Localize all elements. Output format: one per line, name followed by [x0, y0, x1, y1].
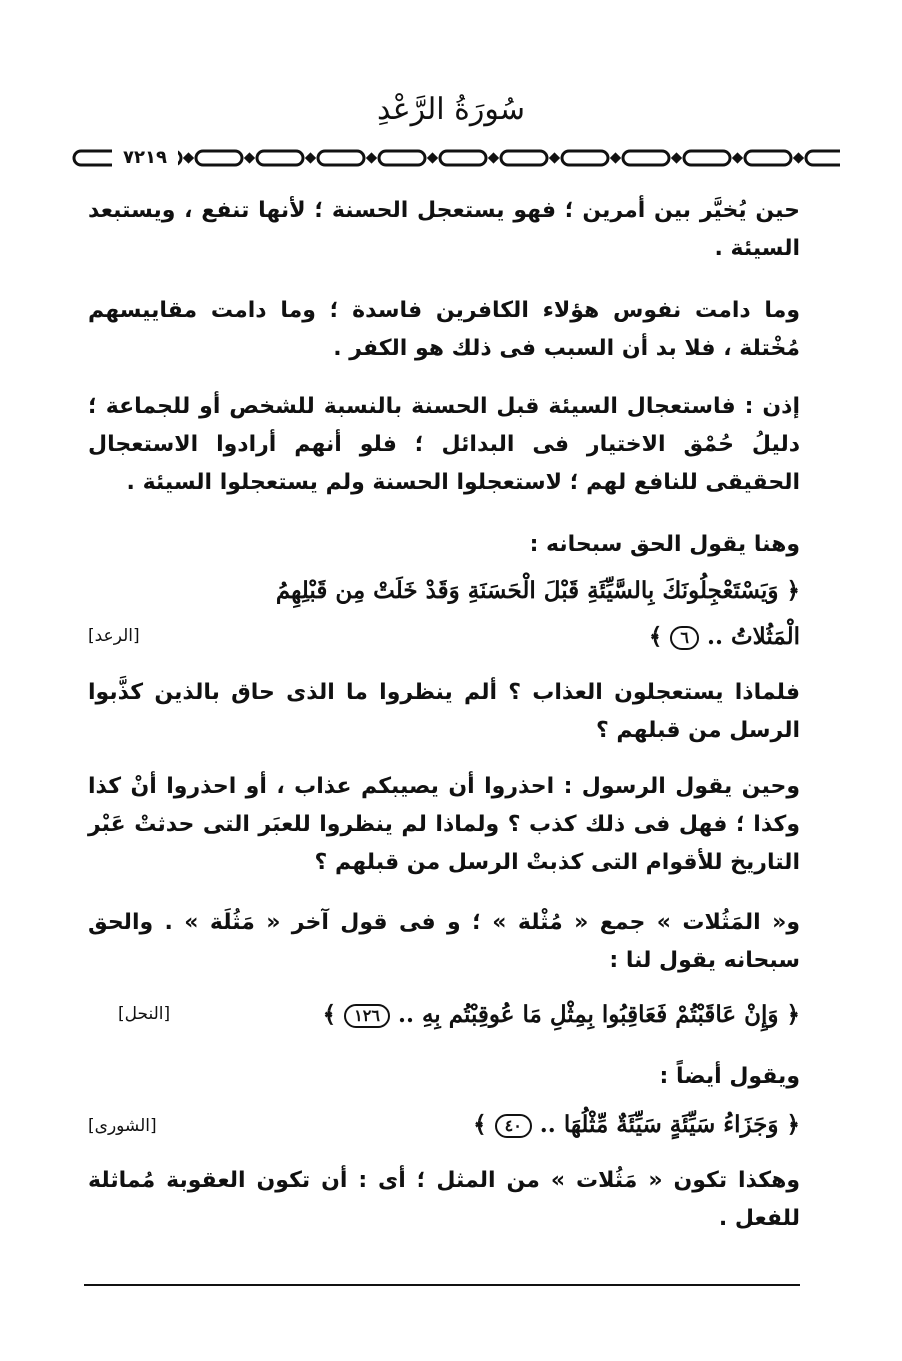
chain-diamond [793, 152, 804, 163]
bottom-rule [84, 1284, 800, 1286]
chain-diamond [549, 152, 560, 163]
chain-link [196, 151, 242, 165]
chain-link [623, 151, 669, 165]
verse-3-text: ﴿ وَجَزَاءُ سَيِّئَةٍ سَيِّئَةٌ مِّثْلُهَا .. [539, 1111, 800, 1138]
verse-number-badge: ١٢٦ [344, 1004, 390, 1028]
chain-diamond [671, 152, 682, 163]
chain-diamond [305, 152, 316, 163]
chain-link [501, 151, 547, 165]
paragraph-2: وما دامت نفوس هؤلاء الكافرين فاسدة ؛ وما دامت مقاييسهم مُخْتلة ، فلا بد أن السبب فى ذلك هو الكفر . [88, 298, 800, 361]
verse-close-bracket: ﴾ [322, 1001, 337, 1028]
decorative-chain-border [70, 147, 840, 169]
chain-link [745, 151, 791, 165]
paragraph-9: وهكذا تكون « مَثُلات » من المثل ؛ أى : أن تكون العقوبة مُماثلة للفعل . [88, 1168, 800, 1231]
paragraph-1: حين يُخيَّر بين أمرين ؛ فهو يستعجل الحسنة ؛ لأنها تنفع ، ويستبعد السيئة . [88, 198, 800, 261]
chain-link [257, 151, 303, 165]
verse-1-line-2 [88, 618, 800, 656]
chain-link [318, 151, 364, 165]
paragraph-3: إذن : فاستعجال السيئة قبل الحسنة بالنسبة للشخص أو للجماعة ؛ دليلُ حُمْق الاختيار فى البدائل ؛ فلو أنهم أرادوا الاستعجال الحقيقى للنافع لهم ؛ لاستعجلوا الحسنة ولم يستعجلوا السيئة . [88, 394, 800, 495]
chain-link [379, 151, 425, 165]
verse-2-text: ﴿ وَإِنْ عَاقَبْتُمْ فَعَاقِبُوا بِمِثْلِ مَا عُوقِبْتُم بِهِ .. [397, 1001, 800, 1028]
chain-diamond [732, 152, 743, 163]
chain-diamond [244, 152, 255, 163]
verse-3 [88, 1106, 800, 1144]
chain-diamond [610, 152, 621, 163]
paragraph-5: فلماذا يستعجلون العذاب ؟ ألم ينظروا ما الذى حاق بالذين كذَّبوا الرسل من قبلهم ؟ [88, 680, 800, 743]
page-number: ٧٢١٩ [112, 146, 178, 170]
verse-2-source: [النحل] [118, 1004, 171, 1024]
surah-title: سُورَةُ الرَّعْدِ [376, 92, 526, 127]
paragraph-4: وهنا يقول الحق سبحانه : [529, 532, 800, 557]
chain-link [806, 151, 840, 165]
verse-1-line-1: ﴿ وَيَسْتَعْجِلُونَكَ بِالسَّيِّئَةِ قَبْلَ الْحَسَنَةِ وَقَدْ خَلَتْ مِن قَبْلِهِمُ [275, 577, 800, 604]
paragraph-6: وحين يقول الرسول : احذروا أن يصيبكم عذاب ، أو احذروا أنْ كذا وكذا ؛ فهل فى ذلك كذب ؟ ولماذا لم ينظروا للعبَر التى حدثتْ عَبْر التاريخ للأقوام التى كذبتْ الرسل من قبلهم ؟ [88, 774, 800, 875]
verse-1-text-end: الْمَثُلاتُ .. [706, 623, 800, 650]
verse-number-badge: ٦ [670, 626, 699, 650]
chain-diamond [488, 152, 499, 163]
paragraph-7: و« المَثُلات » جمع « مُثْلة » ؛ و فى قول آخر « مَثُلَة » . والحق سبحانه يقول لنا : [88, 910, 800, 973]
chain-link [440, 151, 486, 165]
chain-link [684, 151, 730, 165]
verse-3-source: [الشورى] [88, 1116, 157, 1136]
verse-close-bracket: ﴾ [648, 623, 663, 650]
chain-diamond [366, 152, 377, 163]
verse-1-source: [الرعد] [88, 626, 140, 646]
verse-2 [88, 996, 800, 1034]
chain-link [562, 151, 608, 165]
verse-close-bracket: ﴾ [473, 1111, 487, 1138]
chain-diamond [183, 152, 194, 163]
verse-number-badge: ٤٠ [495, 1114, 532, 1138]
chain-diamond [427, 152, 438, 163]
paragraph-8: ويقول أيضاً : [659, 1064, 800, 1089]
